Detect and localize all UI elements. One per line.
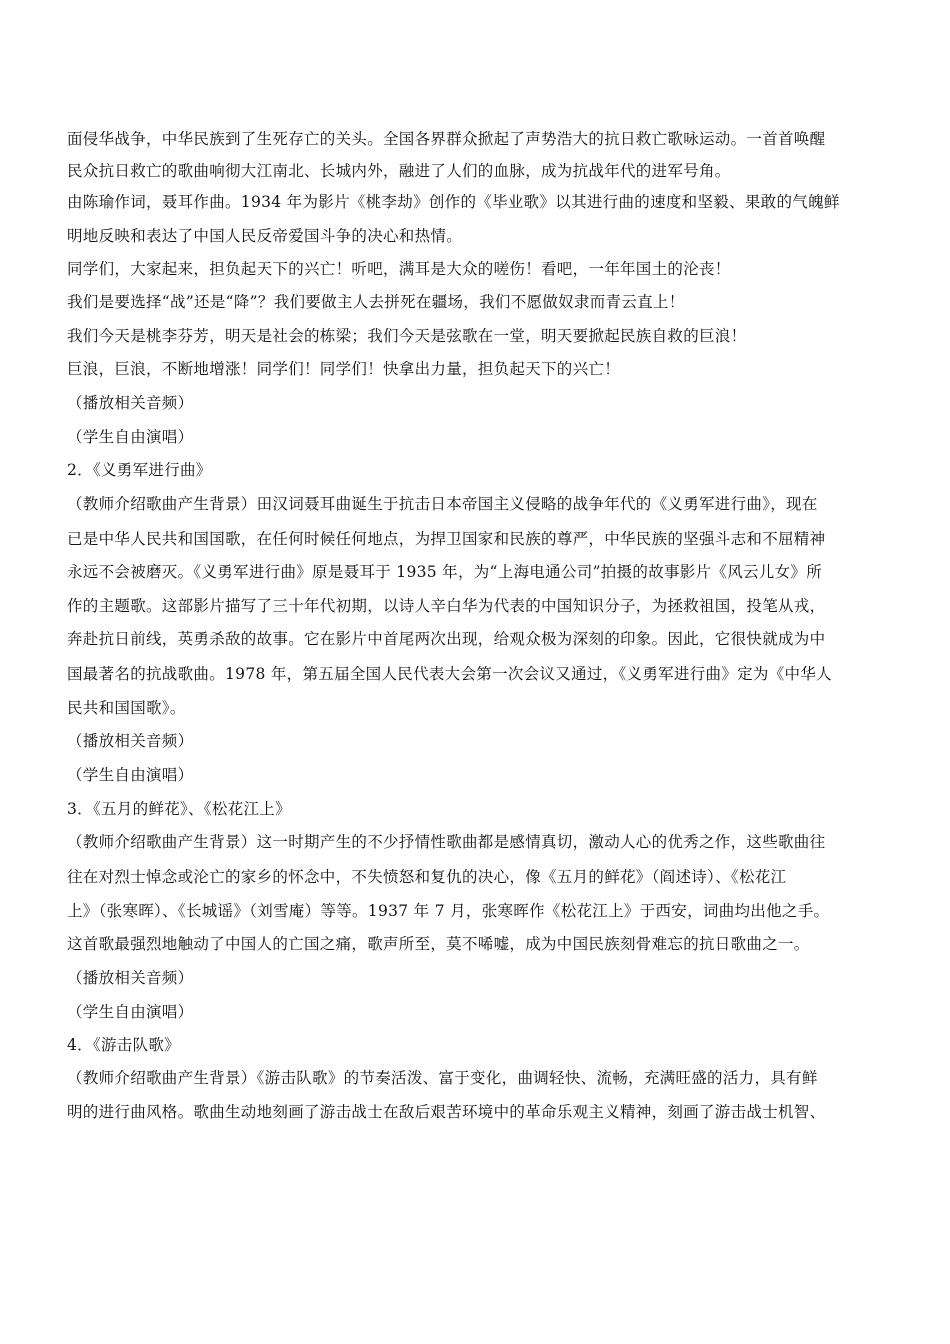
paragraph-line: （教师介绍歌曲产生背景）《游击队歌》的节奏活泼、富于变化，曲调轻快、流畅，充满旺盛的活力，具有鲜 — [67, 1069, 818, 1087]
section-heading: 2．《义勇军进行曲》 — [67, 461, 212, 479]
lyric-line: 我们是要选择“战”还是“降”？我们要做主人去拼死在疆场，我们不愿做奴隶而青云直上！ — [67, 293, 685, 311]
section-heading: 4．《游击队歌》 — [67, 1036, 181, 1054]
paragraph-line: （教师介绍歌曲产生背景）田汉词聂耳曲诞生于抗击日本帝国主义侵略的战争年代的《义勇军进行曲》，现在 — [67, 495, 818, 513]
paragraph-line: 已是中华人民共和国国歌，在任何时候任何地点，为捍卫国家和民族的尊严，中华民族的坚强斗志和不屈精神 — [67, 530, 826, 548]
paragraph-line: 由陈瑜作词，聂耳作曲。1934 年为影片《桃李劫》创作的《毕业歌》以其进行曲的速度和坚毅、果敢的气魄鲜 — [67, 193, 840, 211]
paragraph-line: 往在对烈士悼念或沦亡的家乡的怀念中，不失愤怒和复仇的决心，像《五月的鲜花》（阎述诗）、《松花江 — [67, 868, 787, 886]
section-heading: 3．《五月的鲜花》、《松花江上》 — [67, 800, 291, 818]
paragraph-line: 这首歌最强烈地触动了中国人的亡国之痛，歌声所至，莫不唏嘘，成为中国民族刻骨难忘的抗日歌曲之一。 — [67, 935, 810, 953]
lyric-line: 巨浪，巨浪，不断地增涨！同学们！同学们！快拿出力量，担负起天下的兴亡！ — [67, 360, 621, 378]
paragraph-line: 民共和国国歌》。 — [67, 699, 186, 717]
paragraph-line: 奔赴抗日前线，英勇杀敌的故事。它在影片中首尾两次出现，给观众极为深刻的印象。因此，它很快就成为中 — [67, 630, 826, 648]
note-line: （播放相关音频） — [67, 394, 194, 412]
paragraph-line: 国最著名的抗战歌曲。1978 年，第五届全国人民代表大会第一次会议又通过，《义勇军进行曲》定为《中华人 — [67, 665, 832, 683]
paragraph-line: 面侵华战争，中华民族到了生死存亡的关头。全国各界群众掀起了声势浩大的抗日救亡歌咏运动。一首首唤醒 — [67, 130, 826, 148]
paragraph-line: （教师介绍歌曲产生背景）这一时期产生的不少抒情性歌曲都是感情真切，激动人心的优秀之作，这些歌曲往 — [67, 833, 826, 851]
note-line: （学生自由演唱） — [67, 766, 194, 784]
note-line: （播放相关音频） — [67, 732, 194, 750]
paragraph-line: 作的主题歌。这部影片描写了三十年代初期，以诗人辛白华为代表的中国知识分子，为拯救祖国，投笔从戎， — [67, 597, 826, 615]
lyric-line: 我们今天是桃李芬芳，明天是社会的栋梁；我们今天是弦歌在一堂，明天要掀起民族自救的巨浪！ — [67, 327, 747, 345]
paragraph-line: 上》（张寒晖）、《长城谣》（刘雪庵）等等。1937 年 7 月，张寒晖作《松花江上》于西安，词曲均出他之手。 — [67, 902, 830, 920]
paragraph-line: 明的进行曲风格。歌曲生动地刻画了游击战士在敌后艰苦环境中的革命乐观主义精神，刻画了游击战士机智、 — [67, 1103, 826, 1121]
note-line: （学生自由演唱） — [67, 428, 194, 446]
paragraph-line: 民众抗日救亡的歌曲响彻大江南北、长城内外，融进了人们的血脉，成为抗战年代的进军号角。 — [67, 162, 731, 180]
paragraph-line: 永远不会被磨灭。《义勇军进行曲》原是聂耳于 1935 年，为“上海电通公司”拍摄的故事影片《风云儿女》所 — [67, 563, 823, 581]
note-line: （播放相关音频） — [67, 969, 194, 987]
paragraph-line: 明地反映和表达了中国人民反帝爱国斗争的决心和热情。 — [67, 227, 463, 245]
note-line: （学生自由演唱） — [67, 1003, 194, 1021]
lyric-line: 同学们，大家起来，担负起天下的兴亡！听吧，满耳是大众的嗟伤！看吧，一年年国土的沦丧！ — [67, 260, 731, 278]
